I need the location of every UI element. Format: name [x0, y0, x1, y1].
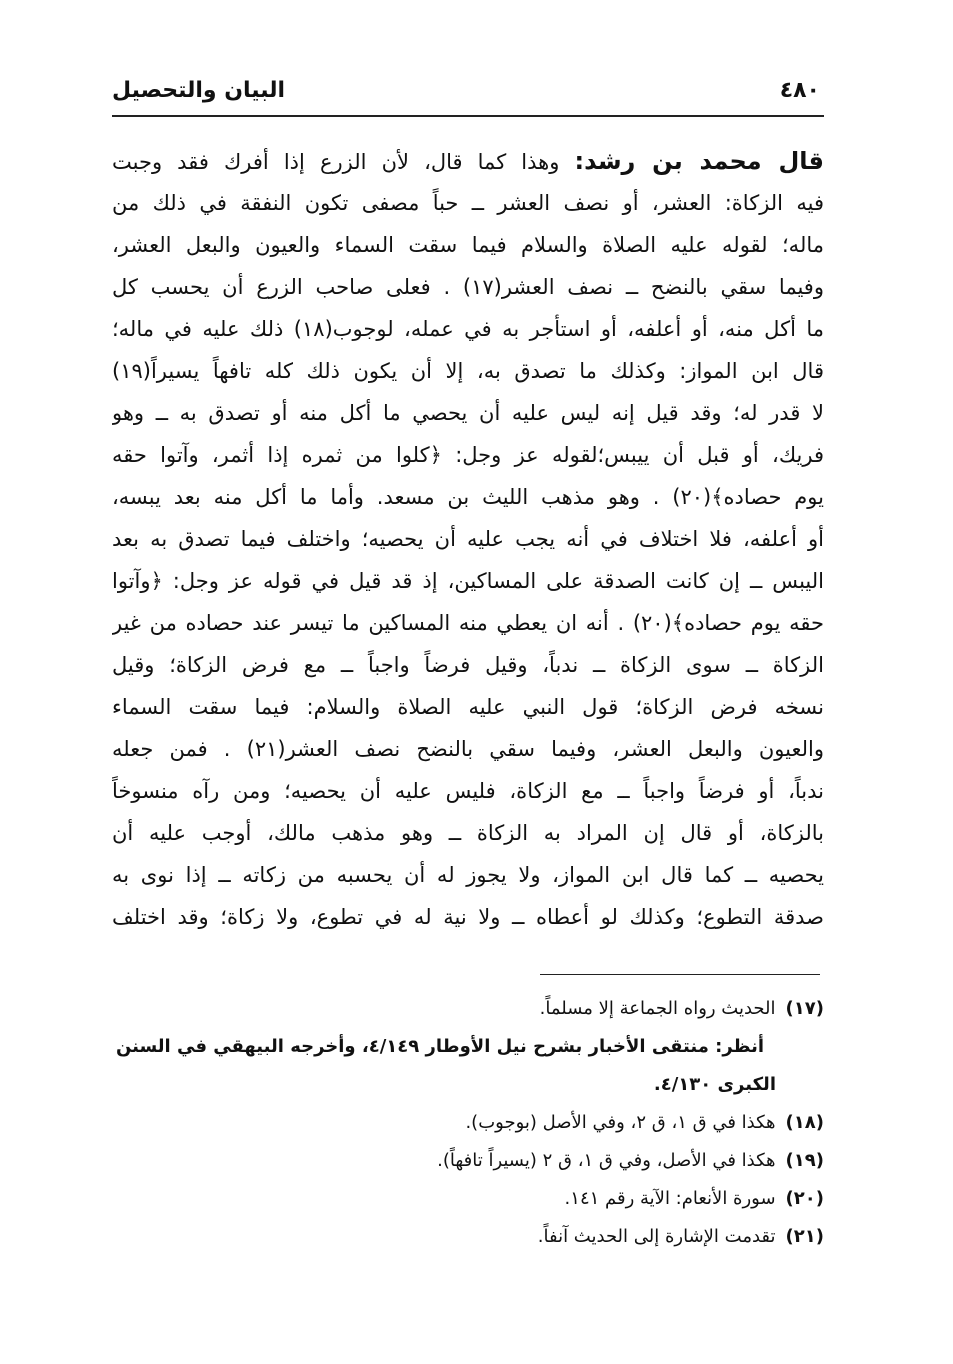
footnote-number: (١٩) — [785, 1150, 824, 1171]
text-line: نسخه فرض الزكاة؛ قول النبي عليه الصلاة والسلام: فيما سقت السماء — [112, 695, 824, 719]
text-line: وفيما سقي بالنضح ــ نصف العشر(١٧) . فعلى صاحب الزرع أن يحسب كل — [112, 275, 824, 299]
lead-phrase: قال محمد بن رشد: — [574, 147, 824, 175]
running-header — [112, 78, 820, 110]
text-line: يوم حصاده﴾(٢٠) . وهو مذهب الليث بن مسعد. وأما ما أكل منه بعد يبسه، — [112, 485, 824, 509]
footnote-text: أنظر: منتقى الأخبار بشرح نيل الأوطار ٤/١٤٩، وأخرجه البيهقي في السنن — [115, 1036, 764, 1057]
footnote-number: (١٨) — [785, 1112, 824, 1133]
footnote-number: (١٧) — [785, 998, 824, 1019]
text-line: اليبس ــ إن كانت الصدقة على المساكين، إذ قد قيل في قوله عز وجل: ﴿وآتوا — [112, 569, 824, 593]
text-line: يحصيه ــ كما قال ابن المواز، ولا يجوز له أن يحسبه من زكاته ــ إذا نوى به — [112, 863, 824, 887]
book-title: البيان والتحصيل — [112, 78, 286, 103]
text-line: بالزكاة، أو قال إن المراد به الزكاة ــ وهو مذهب مالك، أوجب عليه أن — [112, 821, 824, 845]
text-line: أو أعلفه، فلا اختلاف في أنه يجب عليه أن يحصيه؛ واختلف فيما تصدق به بعد — [112, 527, 824, 551]
text-line: فريك، أو قبل أن ييبس؛لقوله عز وجل: ﴿كلوا من ثمره إذا أثمر، وآتوا حقه — [112, 443, 824, 467]
text-line: ما أكل منه، أو أعلفه، أو استأجر به في عمله، لوجوب(١٨) ذلك عليه في ماله؛ — [112, 317, 824, 341]
footnote-text: سورة الأنعام: الآية رقم ١٤١. — [564, 1188, 776, 1209]
footnote — [112, 1104, 824, 1142]
footnote-text: الحديث رواه الجماعة إلا مسلماً. — [539, 998, 776, 1019]
text-line: لا قدر له؛ وقد قيل إنه ليس عليه أن يحصي ما أكل منه أو تصدق به ــ وهو — [112, 401, 824, 425]
text-line: قال محمد بن رشد: وهذا كما قال، لأن الزرع إذا أفرك فقد وجبت — [112, 147, 824, 175]
footnote — [112, 1180, 824, 1218]
text-line: ماله؛ لقوله عليه الصلاة والسلام فيما سقت السماء والعيون والبعل العشر، — [112, 233, 824, 257]
text-line: صدقة التطوع؛ وكذلك لو أعطاه ــ ولا نية له في تطوع، ولا زكاة؛ وقد اختلف — [112, 905, 824, 929]
footnote — [112, 1142, 824, 1180]
footnote — [112, 990, 824, 1028]
footnote-continuation — [112, 1028, 824, 1066]
footnote — [112, 1218, 824, 1256]
text-line: ندباً، أو فرضاً واجباً ــ مع الزكاة، فليس عليه أن يحصيه؛ ومن رآه منسوخاً — [112, 779, 824, 803]
footnote-number: (٢٠) — [785, 1188, 824, 1209]
footnote-text: هكذا في الأصل، وفي ق ١، ق ٢ (يسيراً تافهاً). — [437, 1150, 776, 1171]
page-number: ٤٨٠ — [779, 78, 820, 103]
text-line: والعيون والبعل العشر، وفيما سقي بالنضح نصف العشر(٢١) . فمن جعله — [112, 737, 824, 761]
footnote-continuation — [112, 1066, 824, 1104]
footnote-text: هكذا في ق ١، ق ٢، وفي الأصل (بوجوب). — [465, 1112, 776, 1133]
text-line: قال ابن المواز: وكذلك ما تصدق به، إلا أن يكون ذلك كله تافهاً يسيراً(١٩) — [112, 359, 824, 383]
text-line: حقه يوم حصاده﴾(٢٠) . أنه ان يعطي منه المساكين ما تيسر عند حصاده من غير — [112, 611, 824, 635]
footnotes — [112, 990, 824, 1256]
main-text — [112, 140, 824, 938]
footnote-text: الكبرى ٤/١٣٠. — [653, 1074, 776, 1095]
header-rule — [112, 115, 824, 117]
text-line: الزكاة ــ سوى الزكاة ــ ندباً، وقيل فرضاً واجباً ــ مع فرض الزكاة؛ وقيل — [112, 653, 824, 677]
text-line: فيه الزكاة: العشر، أو نصف العشر ــ حباً مصفى تكون النفقة في ذلك من — [112, 191, 824, 215]
footnote-text: تقدمت الإشارة إلى الحديث آنفاً. — [537, 1226, 776, 1247]
footnote-number: (٢١) — [785, 1226, 824, 1247]
footnote-separator — [540, 974, 820, 975]
